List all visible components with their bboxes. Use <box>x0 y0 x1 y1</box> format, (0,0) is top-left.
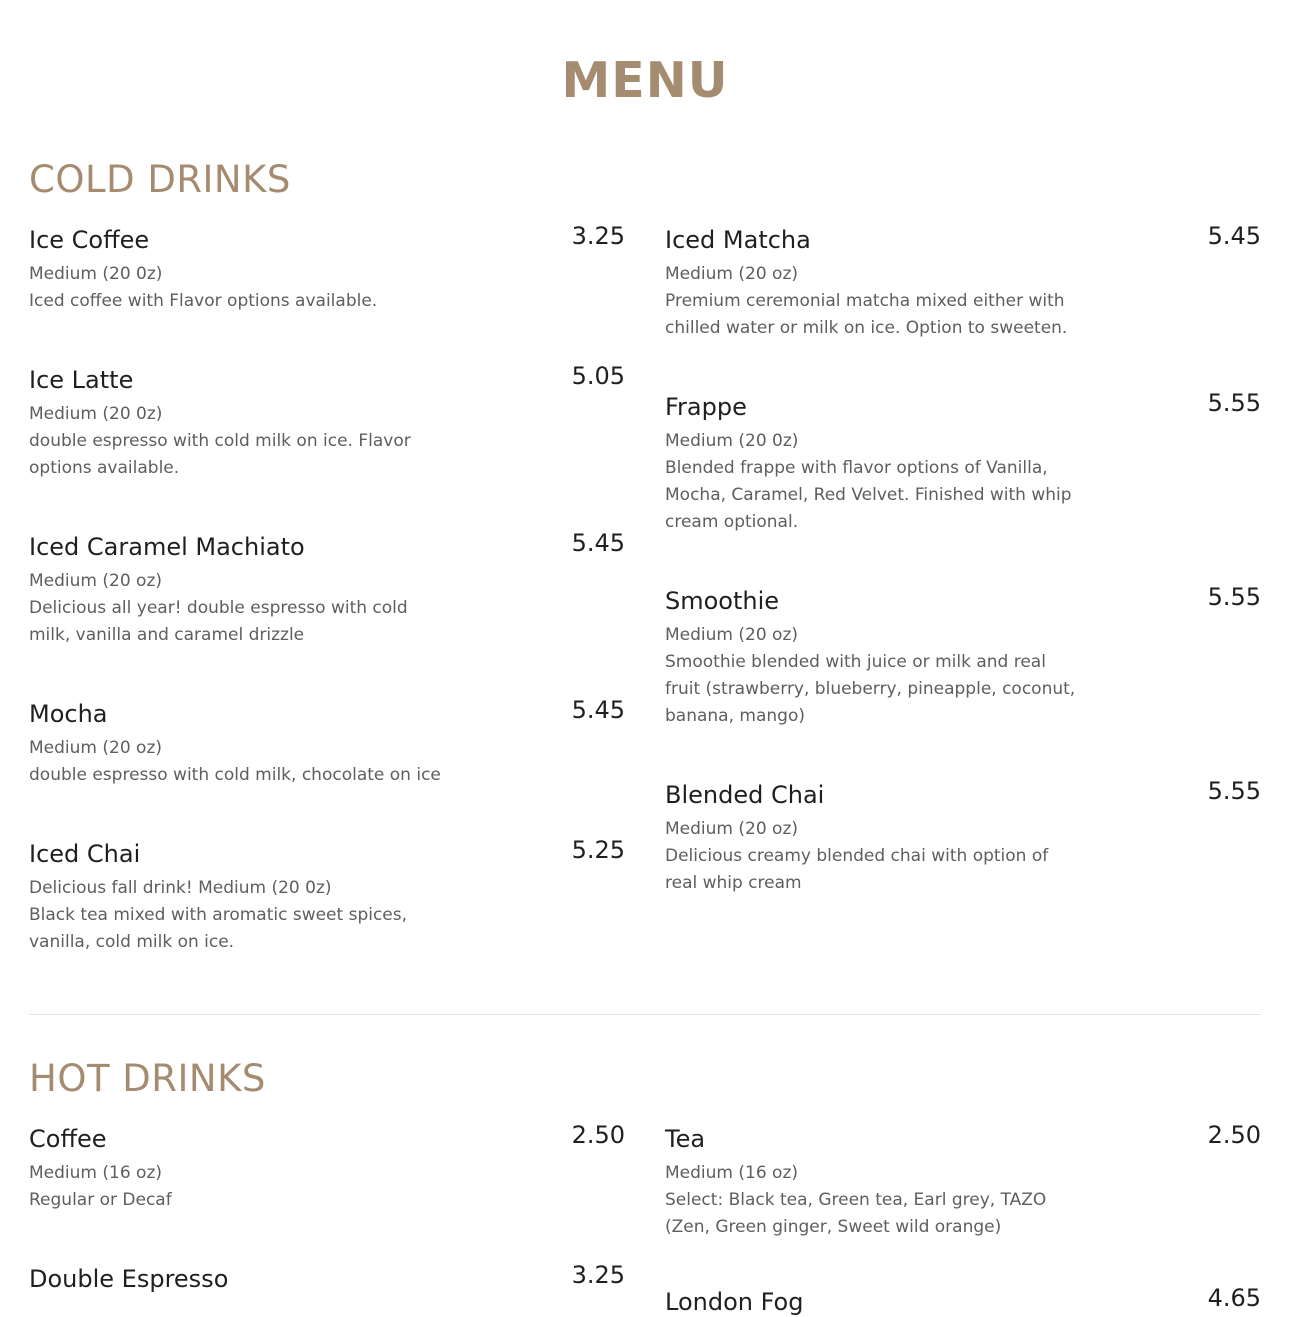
item-description <box>29 568 469 649</box>
item-description <box>29 261 469 315</box>
item-price: 4.65 <box>1207 1284 1261 1312</box>
item-description-line: banana, mango) <box>665 706 805 726</box>
item-name: Smoothie <box>665 587 780 615</box>
item-description-line: Mocha, Caramel, Red Velvet. Finished with whip <box>665 485 1072 505</box>
item-price: 5.05 <box>571 362 625 390</box>
item-description-line: Delicious all year! double espresso with cold <box>29 598 408 618</box>
item-price: 2.50 <box>1207 1121 1261 1149</box>
item-description-line: Medium (20 oz) <box>29 571 163 591</box>
item-description <box>665 816 1105 897</box>
item-description <box>665 428 1105 536</box>
menu-item <box>665 583 1261 730</box>
item-description-line: Medium (16 oz) <box>665 1163 799 1183</box>
item-description-line: Delicious creamy blended chai with option of <box>665 846 1049 866</box>
item-description-line: Medium (20 0z) <box>29 404 163 424</box>
item-description-line: Iced coffee with Flavor options available. <box>29 291 378 311</box>
item-description-line: Black tea mixed with aromatic sweet spices, <box>29 905 408 925</box>
item-price: 5.55 <box>1207 777 1261 805</box>
item-description-line: Medium (20 oz) <box>665 264 799 284</box>
section-title-hot-drinks: HOT DRINKS <box>29 1057 266 1100</box>
item-description-line: Medium (20 0z) <box>29 264 163 284</box>
menu-item <box>665 389 1261 536</box>
item-name: Frappe <box>665 393 747 421</box>
item-description-line: Medium (20 oz) <box>29 738 163 758</box>
item-description-line: Medium (20 oz) <box>665 625 799 645</box>
item-description-line: Medium (20 0z) <box>665 431 799 451</box>
item-description-line: (Zen, Green ginger, Sweet wild orange) <box>665 1217 1002 1237</box>
item-description <box>29 735 469 789</box>
item-price: 5.45 <box>571 696 625 724</box>
item-name: Blended Chai <box>665 781 825 809</box>
item-name: Double Espresso <box>29 1265 229 1293</box>
item-price: 5.25 <box>571 836 625 864</box>
item-description-line: Delicious fall drink! Medium (20 0z) <box>29 878 332 898</box>
item-description-line: Medium (20 oz) <box>665 819 799 839</box>
item-description <box>29 401 469 482</box>
item-price: 5.55 <box>1207 583 1261 611</box>
item-name: Mocha <box>29 700 108 728</box>
page-title: MENU <box>561 52 729 109</box>
item-name: Ice Latte <box>29 366 134 394</box>
item-name: Iced Matcha <box>665 226 811 254</box>
menu-item <box>665 222 1261 342</box>
menu-item <box>29 1261 625 1294</box>
item-name: London Fog <box>665 1288 804 1316</box>
item-description <box>665 622 1105 730</box>
item-name: Coffee <box>29 1125 107 1153</box>
item-description-line: vanilla, cold milk on ice. <box>29 932 235 952</box>
item-description-line: fruit (strawberry, blueberry, pineapple, coconut, <box>665 679 1076 699</box>
menu-item <box>29 1121 625 1214</box>
item-description-line: double espresso with cold milk, chocolate on ice <box>29 765 441 785</box>
item-price: 5.55 <box>1207 389 1261 417</box>
item-description-line: Select: Black tea, Green tea, Earl grey, TAZO <box>665 1190 1047 1210</box>
menu-item <box>29 362 625 482</box>
menu-item <box>29 696 625 789</box>
item-description-line: cream optional. <box>665 512 799 532</box>
item-price: 3.25 <box>571 1261 625 1289</box>
item-price: 5.45 <box>571 529 625 557</box>
item-name: Iced Chai <box>29 840 141 868</box>
menu-item <box>29 222 625 315</box>
item-price: 3.25 <box>571 222 625 250</box>
menu-item <box>665 1284 1261 1317</box>
item-description-line: milk, vanilla and caramel drizzle <box>29 625 305 645</box>
item-description-line: Medium (16 oz) <box>29 1163 163 1183</box>
item-description-line: real whip cream <box>665 873 802 893</box>
item-description-line: chilled water or milk on ice. Option to sweeten. <box>665 318 1068 338</box>
item-description-line: Smoothie blended with juice or milk and real <box>665 652 1046 672</box>
item-name: Tea <box>665 1125 706 1153</box>
item-price: 5.45 <box>1207 222 1261 250</box>
item-price: 2.50 <box>571 1121 625 1149</box>
item-description-line: double espresso with cold milk on ice. Flavor <box>29 431 411 451</box>
menu-item <box>665 1121 1261 1241</box>
section-divider <box>29 1014 1261 1015</box>
item-description <box>665 261 1105 342</box>
menu-item <box>665 777 1261 897</box>
item-name: Iced Caramel Machiato <box>29 533 305 561</box>
item-description <box>29 875 469 956</box>
menu-item <box>29 529 625 649</box>
menu-item <box>29 836 625 956</box>
item-description-line: options available. <box>29 458 180 478</box>
item-description <box>29 1160 469 1214</box>
item-description-line: Regular or Decaf <box>29 1190 172 1210</box>
section-title-cold-drinks: COLD DRINKS <box>29 158 291 201</box>
item-description <box>665 1160 1105 1241</box>
item-description-line: Premium ceremonial matcha mixed either with <box>665 291 1065 311</box>
item-description-line: Blended frappe with flavor options of Vanilla, <box>665 458 1048 478</box>
item-name: Ice Coffee <box>29 226 150 254</box>
